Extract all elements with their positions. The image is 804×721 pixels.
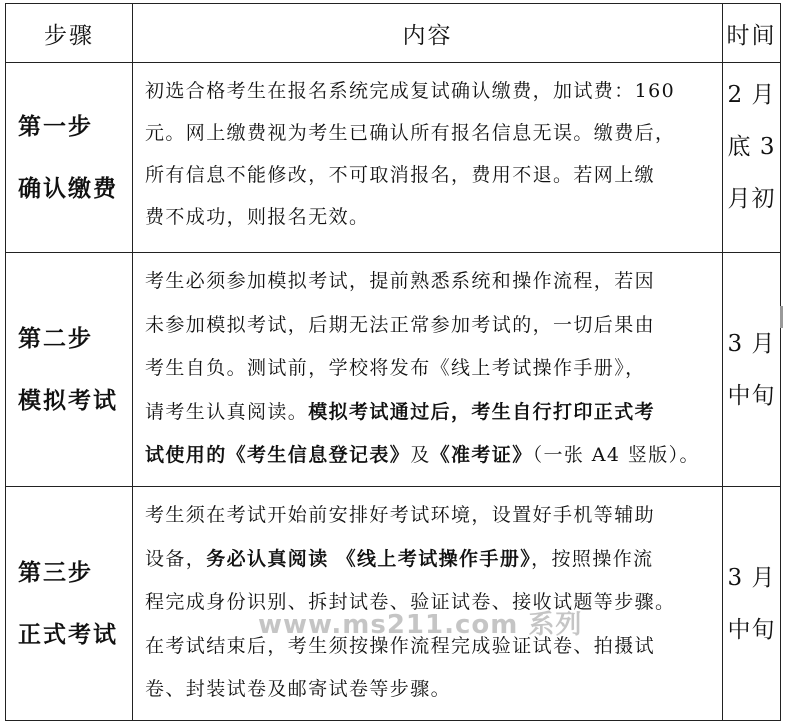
content-line: 所有信息不能修改，不可取消报名，费用不退。若网上缴 bbox=[145, 164, 656, 186]
step-2-title: 模拟考试 bbox=[18, 387, 118, 414]
content-line: 初选合格考生在报名系统完成复试确认缴费，加试费：160 bbox=[145, 80, 676, 102]
header-step: 步骤 bbox=[6, 4, 133, 63]
exam-schedule-table bbox=[5, 3, 781, 721]
time-cell-1 bbox=[723, 63, 781, 253]
time-line: 中旬 bbox=[727, 616, 776, 643]
content-text: 请考生认真阅读。 bbox=[145, 400, 309, 423]
content-line: 元。网上缴费视为考生已确认所有报名信息无误。缴费后， bbox=[145, 122, 676, 144]
content-line: 考生自负。测试前，学校将发布《线上考试操作手册》， bbox=[145, 357, 646, 379]
step-3-title: 正式考试 bbox=[18, 621, 118, 648]
time-line: 中旬 bbox=[727, 382, 776, 409]
time-line: 3 月 bbox=[727, 330, 776, 357]
content-line: 卷、封装试卷及邮寄试卷等步骤。 bbox=[145, 678, 452, 700]
table-row-step-2 bbox=[6, 253, 781, 487]
content-text: （一张 A4 竖版）。 bbox=[532, 444, 700, 466]
step-2-number: 第二步 bbox=[18, 325, 93, 352]
header-time: 时间 bbox=[723, 4, 781, 63]
time-cell-3 bbox=[723, 487, 781, 721]
content-emphasis: 试使用的《考生信息登记表》 bbox=[145, 444, 411, 466]
content-line bbox=[145, 538, 712, 582]
time-line: 月初 bbox=[727, 186, 776, 212]
content-cell-2 bbox=[133, 253, 723, 487]
time-cell-2 bbox=[723, 253, 781, 487]
content-line: 考生必须参加模拟考试，提前熟悉系统和操作流程，若因 bbox=[145, 270, 656, 292]
step-1-title: 确认缴费 bbox=[18, 175, 118, 202]
header-row bbox=[6, 4, 781, 63]
content-emphasis: 模拟考试通过后，考生自行打印正式考 bbox=[308, 400, 656, 423]
time-line: 底 3 bbox=[727, 134, 776, 160]
site-watermark: www.ms211.com 系列 bbox=[258, 610, 583, 640]
content-text: 设备， bbox=[145, 547, 207, 570]
step-cell-2 bbox=[6, 253, 133, 487]
time-line: 2 月 bbox=[727, 82, 776, 108]
table-row-step-1 bbox=[6, 63, 781, 253]
content-cell-1 bbox=[133, 63, 723, 253]
content-cell-3 bbox=[133, 487, 723, 721]
content-line bbox=[145, 434, 712, 478]
step-1-number: 第一步 bbox=[18, 113, 93, 140]
content-emphasis: 《准考证》 bbox=[430, 444, 533, 466]
content-line: 程完成身份识别、拆封试卷、验证试卷、接收试题等步骤。 bbox=[145, 591, 676, 613]
step-cell-1 bbox=[6, 63, 133, 253]
content-line: 费不成功，则报名无效。 bbox=[145, 206, 370, 228]
edge-mark bbox=[780, 306, 783, 328]
content-emphasis: 务必认真阅读 《线上考试操作手册》 bbox=[206, 547, 532, 570]
step-3-number: 第三步 bbox=[18, 559, 93, 586]
time-line: 3 月 bbox=[727, 564, 776, 591]
content-text: 及 bbox=[410, 444, 431, 466]
content-line: 考生须在考试开始前安排好考试环境，设置好手机等辅助 bbox=[145, 504, 656, 526]
header-content: 内容 bbox=[133, 4, 723, 63]
content-line bbox=[145, 391, 712, 435]
content-line: 未参加模拟考试，后期无法正常参加考试的，一切后果由 bbox=[145, 313, 656, 336]
content-text: ，按照操作流 bbox=[531, 547, 654, 570]
step-cell-3 bbox=[6, 487, 133, 721]
content-line: 在考试结束后，考生须按操作流程完成验证试卷、拍摄试 bbox=[145, 634, 656, 657]
table-row-step-3 bbox=[6, 487, 781, 721]
